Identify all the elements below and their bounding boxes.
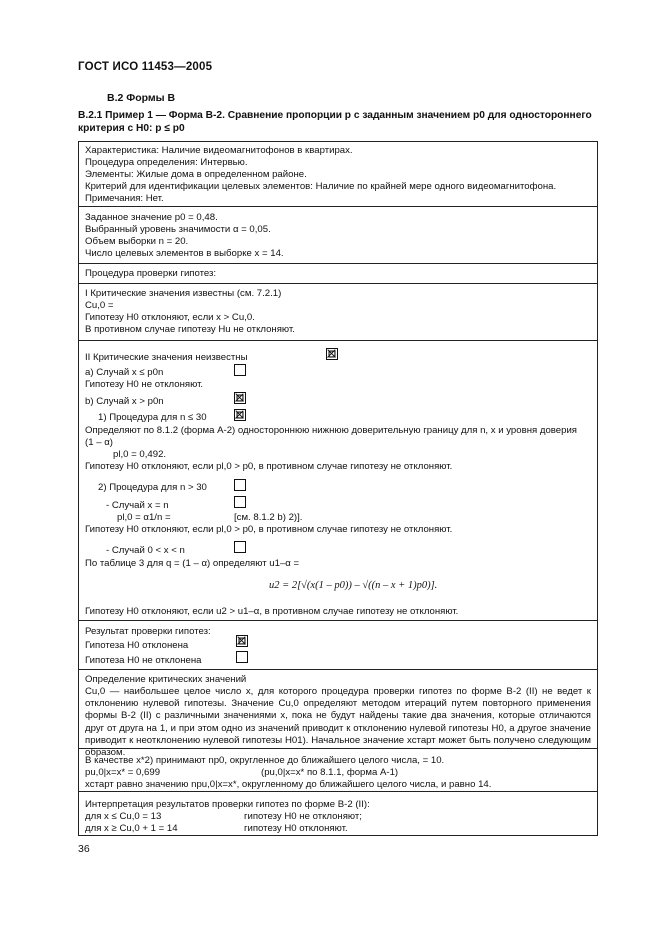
procedure-title-box [78,263,598,284]
result-rejected: Гипотеза H0 отклонена [85,640,189,651]
case-x-equals-n-result: Гипотезу H0 отклоняют, если pl,0 > p0, в противном случае гипотезу не отклоняют. [85,524,453,535]
procedure-1-result: Гипотезу H0 отклоняют, если pl,0 > p0, в противном случае гипотезу не отклоняют. [85,461,453,472]
rule-2-condition: для x ≥ Cu,0 + 1 = 14 [85,823,178,834]
case-0-x-n: - Случай 0 < x < n [106,545,185,556]
accept-rule: В противном случае гипотезу Hu не отклоняют. [85,324,295,335]
procedure-2-checkbox[interactable] [234,479,246,491]
start-line-2b: (pu,0|x=x* по 8.1.1, форма А-1) [261,767,399,778]
rule-1-condition: для x ≤ Cu,0 = 13 [85,811,162,822]
start-line-1: В качестве x*2) принимают np0, округленное до ближайшего целого числа, = 10. [85,755,445,766]
interpretation-box [78,791,598,836]
lower-bound-value: pl,0 = 0,492. [113,449,167,460]
rule-1-action: гипотезу H0 не отклоняют; [244,811,362,822]
subsection-title: В.2.1 Пример 1 — Форма В-2. Сравнение пропорции p с заданным значением p0 для одностороннего критерия с H0: p ≤ p0 [78,110,592,134]
known-values-box [78,283,598,341]
confidence-level: (1 – α) [85,437,113,448]
section-title: В.2 Формы В [107,92,176,104]
case-x-equals-n-formula: pl,0 = α1/n = [117,512,171,523]
procedure-1-checkbox[interactable] [234,409,246,421]
unknown-values-checkbox[interactable] [326,348,338,360]
elements-line: Элементы: Жилые дома в определенном районе. [85,169,307,180]
page-number: 36 [78,843,90,855]
case-x-equals-n-ref: [см. 8.1.2 b) 2)]. [234,512,303,523]
target-count: Число целевых элементов в выборке x = 14. [85,248,284,259]
result-not-rejected: Гипотеза H0 не отклонена [85,655,202,666]
result-box [78,620,598,670]
rule-2-action: гипотезу H0 отклоняют. [244,823,348,834]
criterion-line: Критерий для идентификации целевых элементов: Наличие по крайней мере одного видеомагнитофона. [85,181,557,192]
result-title: Результат проверки гипотез: [85,626,211,637]
interpretation-title: Интерпретация результатов проверки гипотез по форме В-2 (II): [85,799,370,810]
quantile-text: По таблице 3 для q = (1 – α) определяют u1–α = [85,558,300,569]
case-0-x-n-checkbox[interactable] [234,541,246,553]
procedure-2-label: 2) Процедура для n > 30 [98,482,207,493]
sample-size: Объем выборки n = 20. [85,236,189,247]
case-a-result: Гипотезу H0 не отклоняют. [85,379,204,390]
doc-title: ГОСТ ИСО 11453—2005 [78,61,213,73]
target-value: Заданное значение p0 = 0,48. [85,212,218,223]
rejected-checkbox[interactable] [236,635,248,647]
start-value-box [78,748,598,792]
unknown-values-box [78,340,598,621]
u2-formula: u2 = 2[√(x(1 – p0)) – √((n – x + 1)p0)]. [269,580,438,591]
critical-values-box [78,669,598,759]
reject-rule: Гипотезу H0 отклоняют, если x > Cu,0. [85,312,255,323]
case-b-label: b) Случай x > p0n [85,396,164,407]
start-line-2a: pu,0|x=x* = 0,699 [85,767,161,778]
case-x-equals-n: - Случай x = n [106,500,169,511]
case-a-label: а) Случай x ≤ p0n [85,367,164,378]
characteristic-line: Характеристика: Наличие видеомагнитофонов в квартирах. [85,145,353,156]
known-values-title: I Критические значения известны (см. 7.2.1) [85,288,282,299]
case-x-equals-n-checkbox[interactable] [234,496,246,508]
start-line-3: xстарт равно значению npu,0|x=x*, округленному до ближайшего целого числа, и равно 14. [85,779,492,790]
case-b-checkbox[interactable] [234,392,246,404]
not-rejected-checkbox[interactable] [236,651,248,663]
case-a-checkbox[interactable] [234,364,246,376]
notes-line: Примечания: Нет. [85,193,164,204]
unknown-values-title: II Критические значения неизвестны [85,352,248,363]
procedure-title: Процедура проверки гипотез: [85,268,217,279]
significance-level: Выбранный уровень значимости α = 0,05. [85,224,271,235]
critical-values-text: Cu,0 — наибольшее целое число x, для которого процедура проверки гипотез по форме В-2 (II) не ведет к отклонению нулевой гипотезы. Значение Cu,0 определяют методом итераций путем повторного применения формы В-2 (II) с различными значениями x, пока не будут найдены такие два значения, которые отличаются друг от друга на 1, и при этом одно из значений приводит к отклонению нулевой гипотезы H0, а другое значение приводит к неотклонению нулевой гипотезы H01). Начальное значение xстарт может быть получено следующим образом. [85,686,591,759]
procedure-1-text: Определяют по 8.1.2 (форма А-2) одностороннюю нижнюю доверительную границу для n, x и уровня доверия [85,425,578,436]
final-result: Гипотезу H0 отклоняют, если u2 > u1–α, в противном случае гипотезу не отклоняют. [85,606,459,617]
procedure-1-label: 1) Процедура для n ≤ 30 [98,412,207,423]
cu0-line: Cu,0 = [85,300,114,311]
characteristic-box [78,141,598,207]
parameters-box [78,206,598,264]
procedure-line: Процедура определения: Интервью. [85,157,248,168]
critical-values-title: Определение критических значений [85,674,247,685]
